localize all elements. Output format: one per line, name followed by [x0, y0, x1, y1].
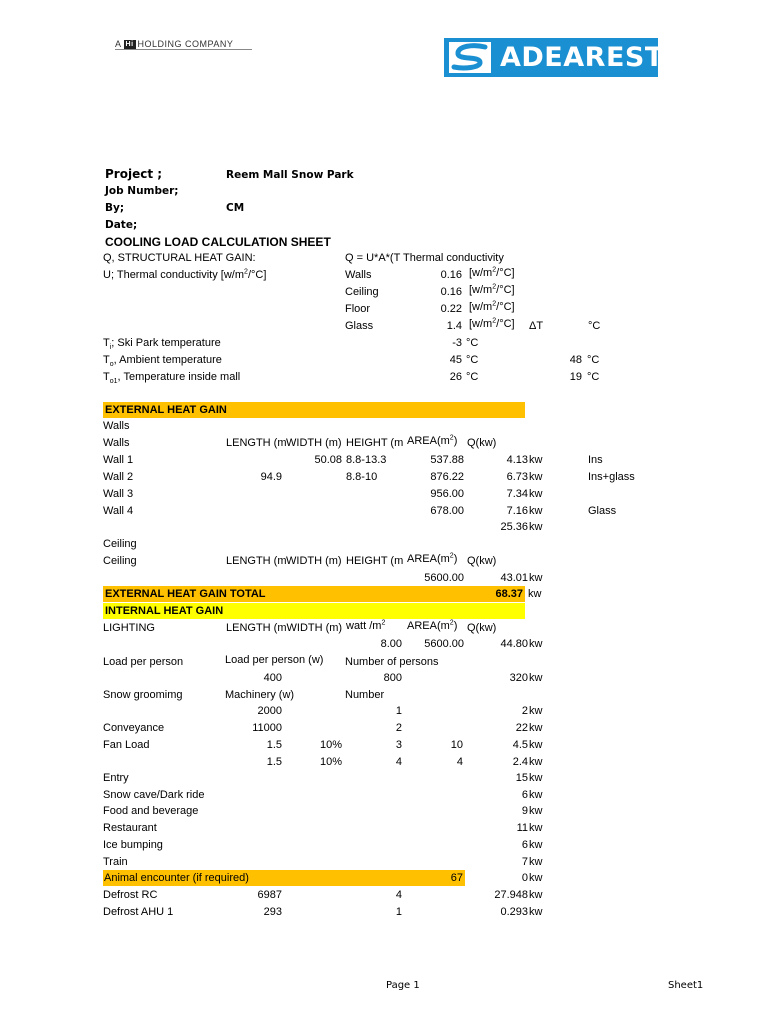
wall-width: 50.08 — [314, 454, 342, 466]
header-name: Walls — [103, 437, 130, 449]
temp-description: , Ambient temperature — [113, 354, 222, 366]
wall-name: Wall 1 — [103, 454, 134, 466]
wall-name: Wall 4 — [103, 505, 134, 517]
page-number: Page 1 — [386, 980, 420, 991]
header-area: $AREA(m^2)$ — [407, 552, 458, 565]
grooming-number-value: 1 — [395, 705, 402, 717]
machinery-header: Machinery (w) — [225, 689, 295, 701]
misc-load-q: 9 — [521, 805, 528, 818]
misc-load-unit: kw — [529, 805, 543, 818]
by-value: CM — [226, 202, 245, 214]
grooming-machinery-value: 2000 — [257, 705, 282, 717]
misc-load-name: Snow cave/Dark ride — [103, 788, 205, 801]
lighting-q-header: Q(kw) — [467, 622, 497, 634]
defrost-unit: kw — [529, 906, 543, 918]
temperature-unit: °C — [466, 337, 479, 349]
conductivity-unit: $[w/m^2/^\circ C]$ — [469, 266, 515, 279]
conductivity-unit: $[w/m^2/^\circ C]$ — [469, 283, 515, 296]
load-per-person-value: 400 — [263, 672, 282, 684]
misc-load-unit: kw — [529, 822, 543, 835]
animal-encounter-unit: kw — [529, 872, 543, 884]
project-value: Reem Mall Snow Park — [226, 169, 354, 181]
wall-q: 4.13 — [506, 454, 528, 466]
header-height: HEIGHT (m — [346, 437, 404, 449]
animal-encounter-value: 67 — [450, 872, 463, 884]
conductivity-name: Ceiling — [345, 286, 379, 298]
lighting-q-value: 44.80 — [500, 638, 528, 650]
defrost-v2: 1 — [395, 906, 402, 918]
wall-area: 876.22 — [430, 471, 464, 483]
delta-t-value: 48 — [569, 354, 582, 366]
number-header: Number — [345, 689, 385, 701]
conductivity-name: Floor — [345, 303, 371, 315]
temp-symbol: T — [103, 337, 110, 349]
temp-subscript: o — [109, 361, 114, 369]
wall-height: 8.8-13.3 — [346, 454, 387, 466]
header-width: WIDTH (m) — [286, 555, 342, 567]
date-label: Date; — [105, 219, 138, 231]
fan-c: 4 — [395, 756, 402, 768]
temp-description: , Temperature inside mall — [117, 371, 241, 383]
misc-load-name: Restaurant — [103, 822, 157, 835]
snow-grooming-label: Snow groomimg — [103, 689, 183, 701]
defrost-v2: 4 — [395, 889, 402, 901]
misc-load-q: 6 — [521, 838, 528, 851]
animal-encounter-label: Animal encounter (if required) — [104, 872, 249, 884]
misc-load-q: 7 — [521, 855, 528, 868]
temperature-label — [103, 370, 240, 384]
defrost-v1: 6987 — [257, 889, 282, 901]
holding-text: HOLDING COMPANY — [137, 39, 234, 49]
fan-d: 10 — [450, 739, 463, 751]
wall-q: 7.34 — [506, 488, 528, 500]
misc-load-unit: kw — [529, 788, 543, 801]
fan-a: 1.5 — [266, 739, 282, 751]
sheet-title: COOLING LOAD CALCULATION SHEET — [105, 235, 331, 249]
by-label: By; — [105, 202, 125, 214]
conductivity-value: 0.16 — [440, 286, 462, 298]
lighting-watt-value: 8.00 — [380, 638, 402, 650]
conveyance-v1: 11000 — [252, 722, 282, 734]
delta-t-header: ΔT — [529, 320, 544, 332]
wall-area: 678.00 — [430, 505, 464, 517]
grooming-q: 2 — [521, 705, 528, 717]
header-length: LENGTH (m — [226, 555, 287, 567]
delta-t-unit-header: °C — [588, 320, 601, 332]
misc-load-q: 11 — [516, 822, 528, 835]
wall-name: Wall 3 — [103, 488, 134, 500]
walls-total: 25.36 — [500, 521, 528, 533]
lighting-unit: kw — [529, 638, 543, 650]
load-per-person-label: Load per person — [103, 656, 184, 668]
external-total-value: 68.37 — [495, 588, 523, 600]
temperature-value: 45 — [449, 354, 462, 366]
header-q: Q(kw) — [467, 555, 497, 567]
temp-symbol: T — [103, 354, 110, 366]
wall-note: Ins — [588, 454, 603, 466]
defrost-name: Defrost AHU 1 — [103, 906, 174, 918]
sheet-name: Sheet1 — [668, 980, 704, 991]
temperature-label — [103, 353, 222, 367]
holding-company-tagline — [115, 38, 233, 50]
number-of-persons-value: 800 — [383, 672, 402, 684]
fan-c: 3 — [395, 739, 402, 751]
ceiling-unit: kw — [529, 572, 543, 584]
fan-unit: kw — [529, 739, 543, 751]
animal-encounter-q: 0 — [521, 872, 528, 884]
load-per-person-header: Load per person (w) — [225, 654, 324, 666]
temperature-value: 26 — [449, 371, 462, 383]
conveyance-q: 22 — [515, 722, 528, 734]
fan-a: 1.5 — [266, 756, 282, 768]
defrost-unit: kw — [529, 889, 543, 901]
defrost-name: Defrost RC — [103, 889, 158, 901]
wall-area: 537.88 — [430, 454, 464, 466]
conveyance-v2: 2 — [395, 722, 402, 734]
walls-total-unit: kw — [529, 521, 543, 533]
adearest-s-icon — [449, 42, 491, 73]
u-label: U; Thermal conductivity $[w/m^2/^\circ C]$ — [103, 268, 267, 281]
wall-length: 94.9 — [260, 471, 282, 483]
delta-t-unit: °C — [587, 371, 600, 383]
walls-group-label: Walls — [103, 420, 130, 432]
number-of-persons-header: Number of persons — [345, 656, 439, 668]
wall-height: 8.8-10 — [346, 471, 378, 483]
conductivity-value: 0.22 — [440, 303, 462, 315]
temperature-unit: °C — [466, 354, 479, 366]
wall-unit: kw — [529, 488, 543, 500]
misc-load-unit: kw — [529, 838, 543, 851]
lighting-label: LIGHTING — [103, 622, 155, 634]
defrost-v1: 293 — [263, 906, 282, 918]
header-q: Q(kw) — [467, 437, 497, 449]
wall-note: Glass — [588, 505, 617, 517]
holding-prefix: A — [115, 39, 122, 49]
project-label: Project ; — [105, 167, 163, 181]
fan-q: 2.4 — [512, 756, 528, 768]
ceiling-area: 5600.00 — [424, 572, 464, 584]
wall-q: 7.16 — [506, 505, 528, 517]
wall-unit: kw — [529, 505, 543, 517]
header-area: $AREA(m^2)$ — [407, 434, 458, 447]
fan-b: 10% — [319, 756, 342, 768]
misc-load-name: Entry — [103, 772, 129, 784]
misc-load-q: 6 — [521, 788, 528, 801]
wall-q: 6.73 — [506, 471, 528, 483]
conductivity-unit: $[w/m^2/^\circ C]$ — [469, 300, 515, 313]
fan-name: Fan Load — [103, 739, 150, 751]
fan-unit: kw — [529, 756, 543, 768]
misc-load-name: Ice bumping — [103, 838, 163, 851]
fan-q: 4.5 — [512, 739, 528, 751]
ceiling-q: 43.01 — [500, 572, 528, 584]
delta-t-unit: °C — [587, 354, 600, 366]
misc-load-unit: kw — [529, 772, 543, 784]
conveyance-label: Conveyance — [103, 722, 165, 734]
lighting-length-header: LENGTH (mWIDTH (m) — [226, 622, 343, 634]
wall-name: Wall 2 — [103, 471, 134, 483]
conductivity-value: 0.16 — [440, 269, 462, 281]
misc-load-q: 15 — [515, 772, 528, 784]
header-width: WIDTH (m) — [286, 437, 342, 449]
lighting-area-header: $AREA(m^2)$ — [407, 619, 458, 632]
defrost-q: 27.948 — [494, 889, 528, 901]
wall-note: Ins+glass — [588, 471, 635, 483]
defrost-q: 0.293 — [500, 906, 528, 918]
temperature-value: -3 — [452, 337, 462, 349]
conveyance-unit: kw — [529, 722, 543, 734]
fan-d: 4 — [456, 756, 463, 768]
delta-t-value: 19 — [569, 371, 582, 383]
wall-area: 956.00 — [430, 488, 464, 500]
conductivity-name: Walls — [345, 269, 372, 281]
holding-underline — [115, 49, 252, 50]
fan-b: 10% — [319, 739, 342, 751]
conductivity-value: 1.4 — [446, 320, 462, 332]
brand-name: ADEAREST — [500, 42, 664, 73]
temp-symbol: T — [103, 371, 110, 383]
conductivity-unit: $[w/m^2/^\circ C]$ — [469, 317, 515, 330]
temp-subscript: o1 — [109, 378, 118, 386]
temperature-unit: °C — [466, 371, 479, 383]
formula: Q = U*A*(T Thermal conductivity — [345, 252, 504, 264]
job-number-label: Job Number; — [105, 185, 179, 197]
external-heat-gain-title: EXTERNAL HEAT GAIN — [105, 404, 227, 416]
adearest-logo — [444, 38, 664, 77]
lighting-area-value: 5600.00 — [424, 638, 464, 650]
header-height: HEIGHT (m — [346, 555, 404, 567]
misc-load-name: Train — [103, 855, 128, 868]
temp-subscript: i — [109, 344, 112, 352]
holding-logo-box: Hi — [125, 41, 134, 48]
external-total-unit: kw — [528, 588, 542, 600]
temperature-label — [103, 336, 221, 350]
temp-description: ; Ski Park temperature — [111, 337, 221, 349]
lighting-watt-header: watt $/m^2$ — [346, 619, 386, 632]
wall-unit: kw — [529, 454, 543, 466]
structural-heat-gain-label: Q, STRUCTURAL HEAT GAIN: — [103, 252, 256, 264]
external-total-label: EXTERNAL HEAT GAIN TOTAL — [105, 588, 266, 600]
ceiling-group-label: Ceiling — [103, 538, 137, 550]
grooming-unit: kw — [529, 705, 543, 717]
internal-heat-gain-title: INTERNAL HEAT GAIN — [105, 605, 224, 617]
misc-load-unit: kw — [529, 855, 543, 868]
wall-unit: kw — [529, 471, 543, 483]
persons-unit: kw — [529, 672, 543, 684]
persons-q: 320 — [509, 672, 528, 684]
header-length: LENGTH (m — [226, 437, 287, 449]
misc-load-name: Food and beverage — [103, 805, 199, 818]
header-name: Ceiling — [103, 555, 137, 567]
conductivity-name: Glass — [345, 320, 374, 332]
